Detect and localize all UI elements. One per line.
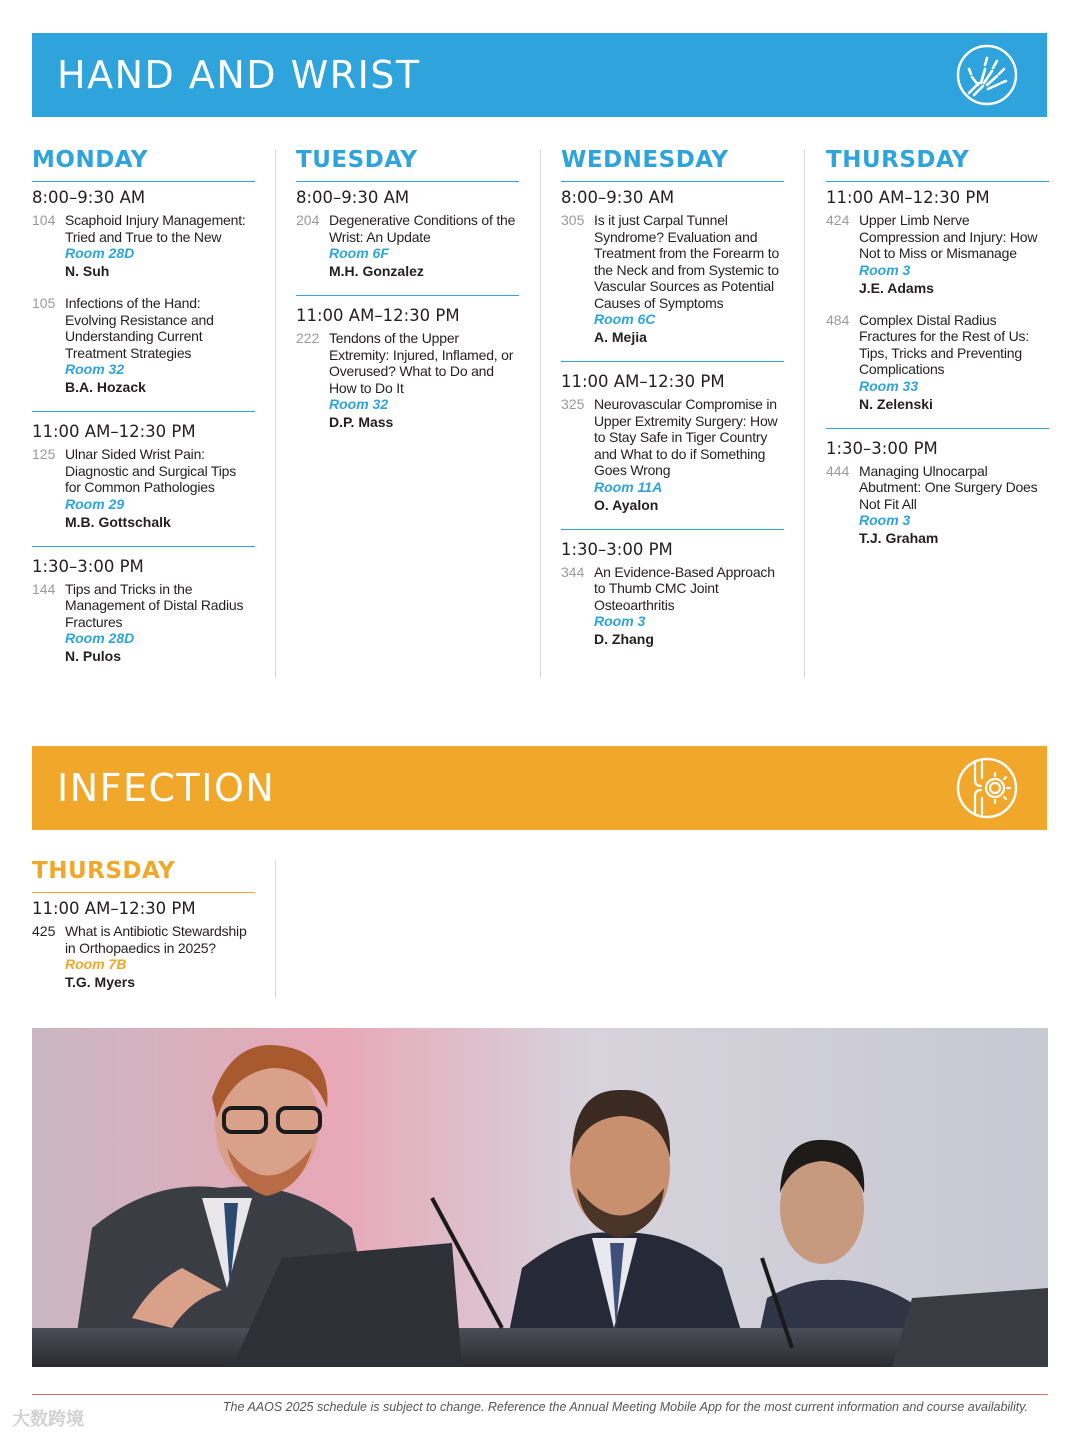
session-title: Scaphoid Injury Management: Tried and True to the New	[65, 212, 246, 245]
time-slot	[561, 529, 784, 650]
section-title: HAND AND WRIST	[57, 53, 421, 97]
session-item	[561, 212, 784, 347]
column-divider	[275, 860, 276, 998]
session-item	[32, 295, 255, 397]
session-speaker: D. Zhang	[594, 631, 654, 647]
time-slot-label: 1:30–3:00 PM	[826, 438, 938, 458]
session-room: Room 3	[859, 261, 911, 278]
session-speaker: O. Ayalon	[594, 496, 659, 513]
thursday-column	[826, 146, 1049, 562]
session-room: Room 6C	[594, 311, 656, 327]
session-room: Room 32	[65, 361, 125, 377]
time-slot	[826, 188, 1049, 414]
session-room: Room 28D	[65, 245, 135, 261]
time-slot	[32, 899, 255, 992]
session-code: 344	[561, 563, 585, 580]
panel-speakers-photo	[32, 1028, 1048, 1367]
session-code: 444	[826, 462, 850, 479]
infection-banner	[32, 746, 1047, 830]
session-room: Room 28D	[65, 630, 135, 646]
time-slot	[561, 361, 784, 515]
time-slot	[296, 295, 519, 432]
session-item	[32, 581, 255, 667]
session-info	[859, 312, 1049, 414]
session-code: 424	[826, 212, 850, 228]
session-speaker: A. Mejia	[594, 329, 647, 345]
session-title: Tips and Tricks in the Management of Distal Radius Fractures	[65, 580, 244, 630]
session-code: 104	[32, 212, 56, 228]
session-speaker: J.E. Adams	[859, 279, 934, 296]
session-info	[594, 564, 784, 650]
session-info	[594, 212, 784, 347]
session-code: 484	[826, 311, 850, 328]
session-item	[32, 923, 255, 992]
hand-xray-icon	[955, 43, 1019, 107]
session-title: Upper Limb Nerve Compression and Injury: How Not to Miss or Mismanage	[859, 212, 1038, 261]
session-info	[329, 330, 519, 432]
session-item	[826, 463, 1049, 549]
session-speaker: N. Pulos	[65, 648, 122, 664]
joint-inflammation-icon	[955, 756, 1019, 820]
session-item	[32, 212, 255, 281]
session-item	[561, 564, 784, 650]
session-speaker: D.P. Mass	[329, 414, 394, 430]
session-title: Infections of the Hand: Evolving Resistance and Understanding Current Treatment Strategies	[65, 295, 214, 361]
day-title: THURSDAY	[826, 146, 1049, 182]
session-title: What is Antibiotic Stewardship in Orthopaedics in 2025?	[65, 923, 247, 956]
time-slot	[561, 188, 784, 347]
time-slot-label: 1:30–3:00 PM	[32, 556, 144, 576]
watermark-text: 大数跨境	[12, 1409, 84, 1430]
day-title: WEDNESDAY	[561, 146, 784, 182]
session-room: Room 29	[65, 495, 125, 512]
session-title: Tendons of the Upper Extremity: Injured, Inflamed, or Overused? What to Do and How to Do It	[329, 330, 514, 396]
session-title: Neurovascular Compromise in Upper Extremity Surgery: How to Stay Safe in Tiger Country and What to do if Something Goes Wrong	[594, 396, 778, 478]
session-speaker: N. Suh	[65, 263, 110, 279]
time-slot-label: 8:00–9:30 AM	[32, 188, 146, 207]
session-code: 222	[296, 330, 320, 346]
session-speaker: M.H. Gonzalez	[329, 263, 424, 279]
session-code: 144	[32, 580, 56, 597]
session-code: 425	[32, 923, 56, 939]
session-info	[65, 212, 255, 281]
time-slot-label: 11:00 AM–12:30 PM	[32, 422, 196, 441]
session-speaker: B.A. Hozack	[65, 379, 146, 395]
monday-column	[32, 146, 255, 680]
session-title: An Evidence-Based Approach to Thumb CMC Joint Osteoarthritis	[594, 563, 775, 613]
time-slot	[826, 428, 1049, 549]
session-info	[859, 463, 1049, 549]
tuesday-column	[296, 146, 519, 446]
time-slot-label: 11:00 AM–12:30 PM	[561, 372, 725, 391]
session-code: 204	[296, 212, 320, 228]
session-speaker: N. Zelenski	[859, 395, 933, 412]
session-info	[65, 581, 255, 667]
session-room: Room 7B	[65, 956, 127, 972]
hand-wrist-banner	[32, 33, 1047, 117]
session-item	[561, 396, 784, 515]
column-divider	[540, 150, 541, 678]
day-title: TUESDAY	[296, 146, 519, 182]
session-title: Managing Ulnocarpal Abutment: One Surgery Does Not Fit All	[859, 462, 1038, 512]
session-speaker: M.B. Gottschalk	[65, 513, 171, 530]
session-item	[826, 312, 1049, 414]
time-slot-label: 11:00 AM–12:30 PM	[32, 899, 196, 918]
time-slot-label: 11:00 AM–12:30 PM	[826, 188, 990, 207]
session-info	[65, 446, 255, 532]
session-room: Room 33	[859, 377, 919, 394]
session-room: Room 11A	[594, 478, 663, 495]
session-item	[296, 330, 519, 432]
session-info	[65, 923, 255, 992]
day-title: THURSDAY	[32, 857, 255, 893]
time-slot	[32, 546, 255, 667]
time-slot-label: 1:30–3:00 PM	[561, 539, 673, 559]
day-title: MONDAY	[32, 146, 255, 182]
column-divider	[275, 150, 276, 678]
session-speaker: T.G. Myers	[65, 974, 136, 990]
session-title: Is it just Carpal Tunnel Syndrome? Evaluation and Treatment from the Forearm to the Neck and from Systemic to Vascular Sources as Potential Causes of Symptoms	[594, 212, 780, 311]
time-slot	[296, 188, 519, 281]
time-slot-label: 11:00 AM–12:30 PM	[296, 306, 460, 325]
session-info	[329, 212, 519, 281]
session-room: Room 6F	[329, 245, 389, 261]
session-item	[32, 446, 255, 532]
session-room: Room 3	[859, 512, 911, 528]
footer-divider	[32, 1394, 1048, 1395]
session-info	[859, 212, 1049, 298]
session-code: 325	[561, 396, 585, 412]
session-title: Complex Distal Radius Fractures for the Rest of Us: Tips, Tricks and Preventing Complications	[859, 311, 1030, 377]
section-title: INFECTION	[57, 766, 276, 810]
footer-disclaimer: The AAOS 2025 schedule is subject to change. Reference the Annual Meeting Mobile App for the most current information and course availability.	[222, 1400, 1028, 1414]
column-divider	[804, 150, 805, 678]
session-item	[296, 212, 519, 281]
session-title: Ulnar Sided Wrist Pain: Diagnostic and Surgical Tips for Common Pathologies	[65, 446, 237, 495]
session-code: 125	[32, 446, 56, 462]
session-info	[65, 295, 255, 397]
infection-thursday-column	[32, 857, 255, 1006]
session-title: Degenerative Conditions of the Wrist: An Update	[329, 212, 516, 245]
time-slot	[32, 188, 255, 397]
session-code: 305	[561, 212, 585, 228]
session-speaker: T.J. Graham	[859, 530, 939, 546]
session-info	[594, 396, 784, 515]
time-slot-label: 8:00–9:30 AM	[296, 188, 410, 207]
session-item	[826, 212, 1049, 298]
session-code: 105	[32, 295, 56, 311]
session-room: Room 3	[594, 613, 646, 629]
wednesday-column	[561, 146, 784, 663]
time-slot-label: 8:00–9:30 AM	[561, 188, 675, 207]
time-slot	[32, 411, 255, 532]
session-room: Room 32	[329, 396, 389, 412]
